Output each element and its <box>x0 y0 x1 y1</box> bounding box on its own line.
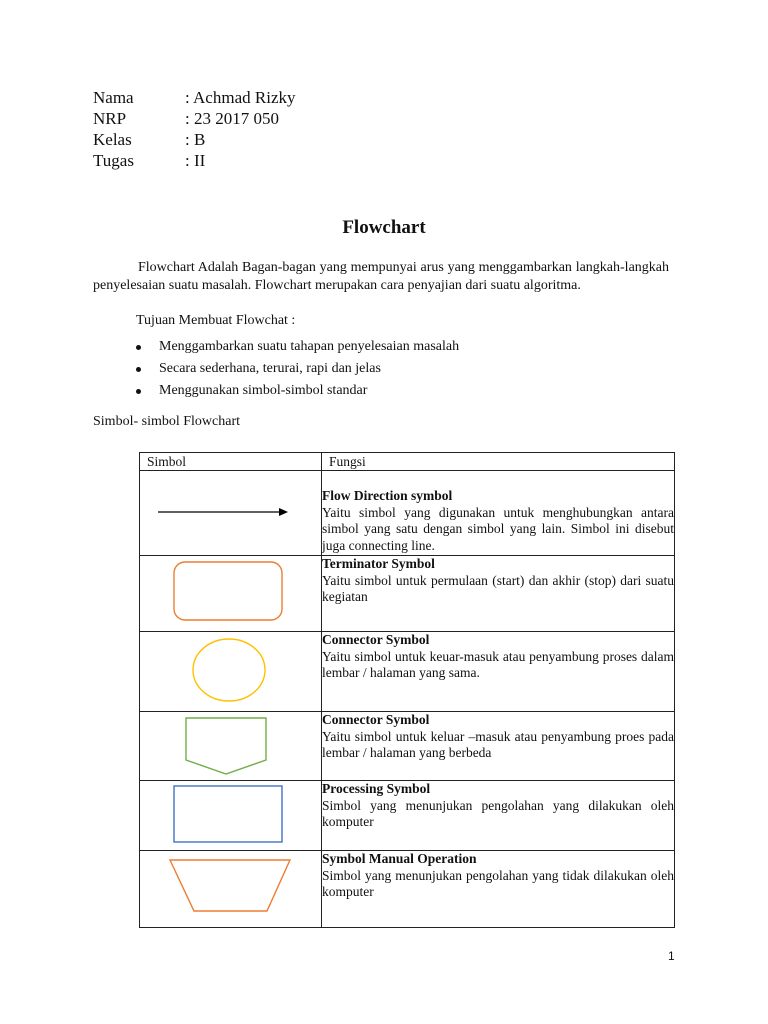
purpose-label: Tujuan Membuat Flowchat : <box>136 313 296 328</box>
symbol-description: Yaitu simbol untuk keluar –masuk atau penyambung proes pada lembar / halaman yang berbeda <box>322 728 674 760</box>
function-cell <box>322 781 675 851</box>
table-row <box>140 851 675 928</box>
function-cell <box>322 556 675 632</box>
page-number: 1 <box>668 949 675 963</box>
function-cell <box>322 471 675 556</box>
flow-direction-arrow-icon <box>140 471 322 555</box>
list-item-text: Menggambarkan suatu tahapan penyelesaian masalah <box>159 339 460 354</box>
info-label: Nama <box>93 88 134 107</box>
column-header-symbol: Simbol <box>140 453 322 471</box>
symbol-cell <box>140 781 322 851</box>
table-row <box>140 712 675 781</box>
info-value: : 23 2017 050 <box>185 109 279 128</box>
info-row-task <box>93 150 295 171</box>
info-value: : II <box>185 151 206 170</box>
info-value: : B <box>185 130 206 149</box>
bullet-icon <box>136 389 141 394</box>
symbol-title: Processing Symbol <box>322 781 431 796</box>
list-item <box>136 336 459 358</box>
symbol-title: Connector Symbol <box>322 632 430 647</box>
symbol-title: Terminator Symbol <box>322 556 435 571</box>
symbol-title: Flow Direction symbol <box>322 488 453 503</box>
function-cell <box>322 632 675 712</box>
off-page-connector-icon <box>140 712 322 780</box>
student-info <box>93 87 295 171</box>
symbol-description: Simbol yang menunjukan pengolahan yang dilakukan oleh komputer <box>322 797 674 829</box>
symbol-description: Yaitu simbol yang digunakan untuk menghubungkan antara simbol yang satu dengan simbol yang lain. Simbol ini disebut juga connecting line. <box>322 504 674 553</box>
function-cell <box>322 712 675 781</box>
table-row <box>140 781 675 851</box>
symbol-cell <box>140 556 322 632</box>
section-label: Simbol- simbol Flowchart <box>93 414 240 429</box>
symbol-description: Yaitu simbol untuk permulaan (start) dan akhir (stop) dari suatu kegiatan <box>322 572 674 604</box>
symbol-cell <box>140 851 322 928</box>
intro-text: Flowchart Adalah Bagan-bagan yang mempunyai arus yang menggambarkan langkah-langkah penyelesaian suatu masalah. Flowchart merupakan cara penyajian dari suatu algoritma. <box>93 260 669 293</box>
column-header-function: Fungsi <box>322 453 675 471</box>
table-header-row <box>140 453 675 471</box>
symbol-table <box>139 452 675 928</box>
table-row <box>140 556 675 632</box>
symbol-title: Connector Symbol <box>322 712 430 727</box>
intro-paragraph <box>93 259 669 294</box>
symbol-description: Simbol yang menunjukan pengolahan yang tidak dilakukan oleh komputer <box>322 867 674 899</box>
info-label: NRP <box>93 109 127 128</box>
info-row-class <box>93 129 295 150</box>
list-item-text: Menggunakan simbol-simbol standar <box>159 383 368 398</box>
table-row <box>140 632 675 712</box>
processing-rectangle-icon <box>140 781 322 850</box>
info-label: Kelas <box>93 130 132 149</box>
terminator-shape-icon <box>140 556 322 631</box>
symbol-description: Yaitu simbol untuk keuar-masuk atau penyambung proses dalam lembar / halaman yang sama. <box>322 648 674 680</box>
list-item <box>136 358 459 380</box>
symbol-cell <box>140 471 322 556</box>
info-row-name <box>93 87 295 108</box>
page-title: Flowchart <box>342 217 426 238</box>
table-row <box>140 471 675 556</box>
bullet-icon <box>136 345 141 350</box>
info-value: : Achmad Rizky <box>185 88 296 107</box>
symbol-title: Symbol Manual Operation <box>322 851 477 866</box>
function-cell <box>322 851 675 928</box>
info-label: Tugas <box>93 151 134 170</box>
bullet-icon <box>136 367 141 372</box>
purpose-list <box>136 336 459 402</box>
list-item <box>136 380 459 402</box>
connector-circle-icon <box>140 632 322 711</box>
list-item-text: Secara sederhana, terurai, rapi dan jelas <box>159 361 381 376</box>
symbol-cell <box>140 712 322 781</box>
manual-operation-trapezoid-icon <box>140 851 322 927</box>
symbol-cell <box>140 632 322 712</box>
info-row-nrp <box>93 108 295 129</box>
